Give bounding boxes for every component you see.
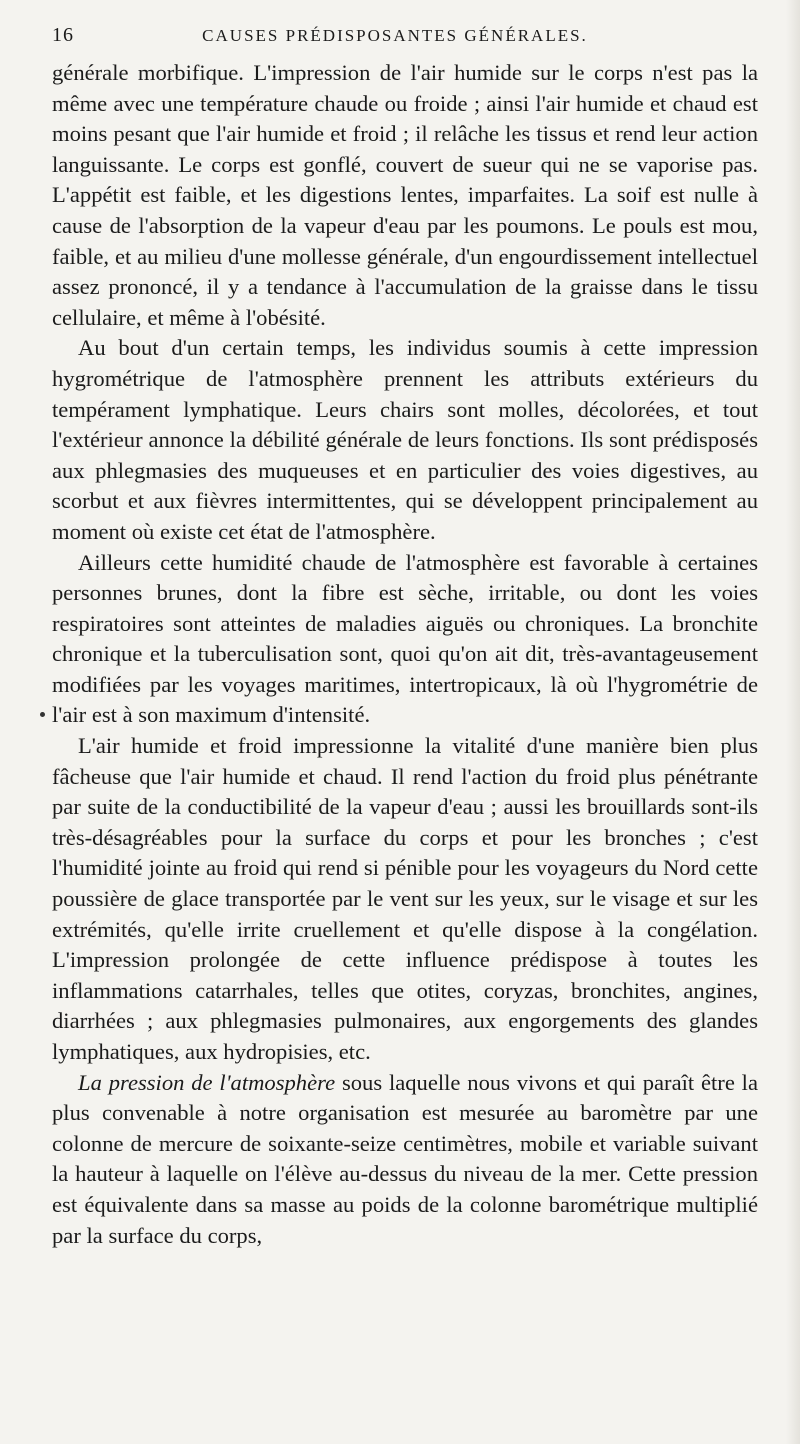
running-title: CAUSES PRÉDISPOSANTES GÉNÉRALES.: [202, 26, 588, 45]
paragraph-5-emphasis: La pression de l'atmosphère: [78, 1069, 336, 1095]
paragraph-4: L'air humide et froid impressionne la vitalité d'une manière bien plus fâcheuse que l'air humide et chaud. Il rend l'action du froid plus pénétrante par suite de la conductibilité de la vapeur d'eau ; aussi les brouillards sont-ils très-désagréables pour la surface du corps et pour les bronches ; c'est l'humidité jointe au froid qui rend si pénible pour les voyageurs du Nord cette poussière de glace transportée par le vent sur les yeux, sur le visage et sur les extrémités, qu'elle irrite cruellement et qu'elle dispose à la congélation. L'impression prolongée de cette influence prédispose à toutes les inflammations catarrhales, telles que otites, coryzas, bronchites, angines, diarrhées ; aux phlegmasies pulmonaires, aux engorgements des glandes lymphatiques, aux hydropisies, etc.: [52, 733, 758, 1064]
page-number: 16: [52, 24, 74, 46]
page-edge-shadow: [786, 0, 800, 1444]
running-head: [52, 24, 758, 54]
paragraph-1: générale morbifique. L'impression de l'air humide sur le corps n'est pas la même avec une température chaude ou froide ; ainsi l'air humide et chaud est moins pesant que l'air humide et froid ; il relâche les tissus et rend leur action languissante. Le corps est gonflé, couvert de sueur qui ne se vaporise pas. L'appétit est faible, et les digestions lentes, imparfaites. La soif est nulle à cause de l'absorption de la vapeur d'eau par les poumons. Le pouls est mou, faible, et au milieu d'une mollesse générale, d'un engourdissement intellectuel assez prononcé, il y a tendance à l'accumulation de la graisse dans le tissu cellulaire, et même à l'obésité.: [52, 60, 758, 330]
paragraph-5-text: sous laquelle nous vivons et qui paraît être la plus convenable à notre organisation est mesurée au baromètre par une colonne de mercure de soixante-seize centimètres, mobile et variable suivant la hauteur à laquelle on l'élève au-dessus du niveau de la mer. Cette pression est équivalente dans sa masse au poids de la colonne barométrique multiplié par la surface du corps,: [52, 1069, 758, 1248]
margin-dot-mark: [40, 712, 45, 717]
body-text: [52, 58, 758, 1251]
paragraph-2: Au bout d'un certain temps, les individus soumis à cette impression hygrométrique de l'atmosphère prennent les attributs extérieurs du tempérament lymphatique. Leurs chairs sont molles, décolorées, et tout l'extérieur annonce la débilité générale de leurs fonctions. Ils sont prédisposés aux phlegmasies des muqueuses et en particulier des voies digestives, au scorbut et aux fièvres intermittentes, qui se développent principalement au moment où existe cet état de l'atmosphère.: [52, 335, 758, 544]
paragraph-3: Ailleurs cette humidité chaude de l'atmosphère est favorable à certaines personnes brunes, dont la fibre est sèche, irritable, ou dont les voies respiratoires sont atteintes de maladies aiguës ou chroniques. La bronchite chronique et la tuberculisation sont, quoi qu'on ait dit, très-avantageusement modifiées par les voyages maritimes, intertropicaux, là où l'hygrométrie de l'air est à son maximum d'intensité.: [52, 549, 758, 728]
book-page: [52, 24, 758, 1251]
paragraph-5: [52, 1068, 758, 1252]
